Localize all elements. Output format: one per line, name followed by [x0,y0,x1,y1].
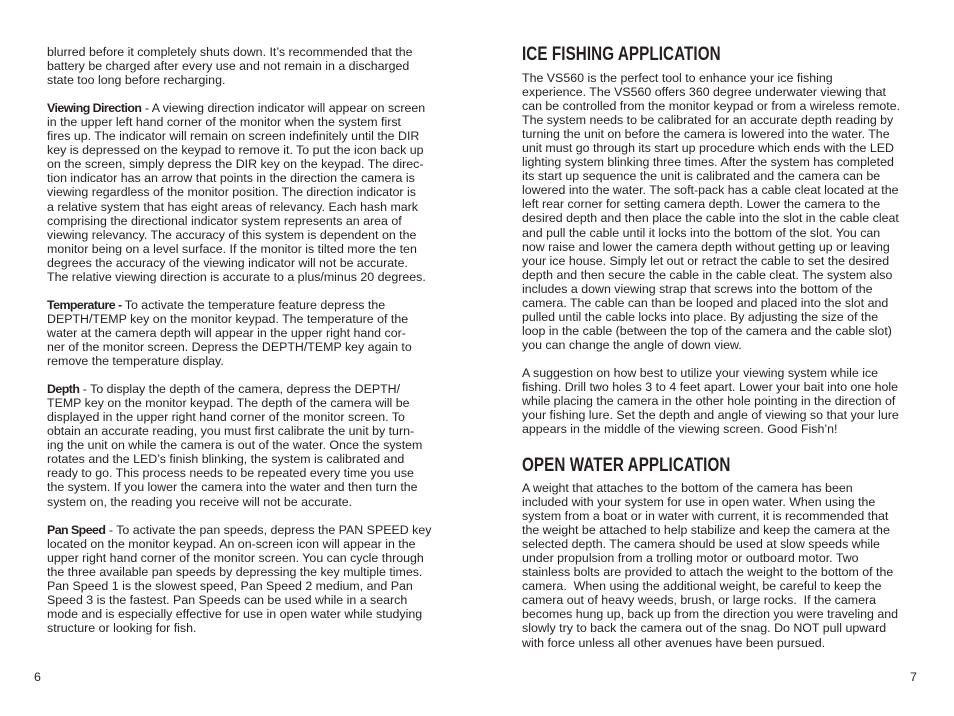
open-water-body [522,481,922,664]
lead-text: - To activate the pan speeds, depress the PAN SPEED key [105,522,432,537]
text-line: system from a boat or in water with current, it is recommended that [522,509,889,524]
text-line: fires up. The indicator will remain on screen indefinitely until the DIR [47,129,420,144]
text-line: the system. If you lower the camera into the water and then turn the [47,480,418,495]
run-in-label: Depth [47,382,80,397]
text-line: lighting system blinking three times. After the system has completed [522,155,894,170]
text-line: DEPTH/TEMP key on the monitor keypad. The temperature of the [47,311,409,326]
text-line: lowered into the water. The soft-pack has a cable cleat located at the [522,183,899,198]
text-line: under propulsion from a trolling motor or outboard motor. Two [522,551,859,566]
text-line: on the screen, simply depress the DIR key on the keypad. The direc- [47,157,424,172]
left-page-column [47,45,439,649]
ice-fishing-suggestion-paragraph [522,366,922,436]
text-line: appears in the middle of the viewing screen. Good Fish’n! [522,422,838,437]
text-line: rotates and the LED’s finish blinking, the system is calibrated and [47,452,405,467]
text-line: camera. When using the additional weight, be careful to keep the [522,579,882,594]
text-line [47,298,439,312]
viewing-direction-paragraph [47,101,439,284]
text-line: remove the temperature display. [47,354,224,369]
text-line: camera out of heavy weeds, brush, or large rocks. If the camera [522,593,876,608]
text-line: experience. The VS560 offers 360 degree underwater viewing that [522,85,886,100]
text-line: unit must go through its start up procedure which ends with the LED [522,141,894,156]
ice-fishing-body [522,71,922,450]
text-line: A suggestion on how best to utilize your viewing system while ice [522,365,879,380]
text-line: state too long before recharging. [47,73,226,88]
text-line: loop in the cable (between the top of the camera and the cable slot) [522,323,892,338]
open-water-heading: OPEN WATER APPLICATION [522,454,731,476]
text-line: Speed 3 is the fastest. Pan Speeds can be used while in a search [47,592,408,607]
text-line: monitor being on a level surface. If the monitor is tilted more the ten [47,241,417,256]
text-line: can be controlled from the monitor keypad or from a wireless remote. [522,99,901,114]
text-line: located on the monitor keypad. An on-screen icon will appear in the [47,536,416,551]
lead-text: To activate the temperature feature depress the [121,297,386,312]
run-in-label: Temperature - [47,297,122,312]
text-line: you can change the angle of down view. [522,337,742,352]
text-line: The relative viewing direction is accurate to a plus/minus 20 degrees. [47,269,426,284]
text-line: key is depressed on the keypad to remove it. To put the icon back up [47,143,424,158]
text-line: structure or looking for fish. [47,620,197,635]
text-line: water at the camera depth will appear in the upper right hand cor- [47,325,406,340]
text-line: comprising the directional indicator system represents an area of [47,213,402,228]
text-line: degrees the accuracy of the viewing indicator will not be accurate. [47,255,408,270]
text-line: battery be charged after every use and not remain in a discharged [47,59,410,74]
ice-fishing-heading: ICE FISHING APPLICATION [522,43,721,65]
text-line: now raise and lower the camera depth without getting up or leaving [522,239,890,254]
text-line: included with your system for use in open water. When using the [522,495,876,510]
pan-speed-paragraph [47,523,439,635]
run-in-label: Viewing Direction [47,101,142,116]
text-line: depth and then secure the cable in the cable cleat. The system also [522,267,893,282]
text-line: A weight that attaches to the bottom of the camera has been [522,481,853,495]
text-line: viewing relevancy. The accuracy of this system is dependent on the [47,227,417,242]
text-line: with force unless all other avenues have been pursued. [522,635,826,650]
text-line: The system needs to be calibrated for an accurate depth reading by [522,113,894,128]
text-line [47,382,439,396]
text-line: becomes hung up, back up from the direction you were traveling and [522,607,899,622]
text-line: system on, the reading you receive will not be accurate. [47,494,353,509]
text-line: in the upper left hand corner of the monitor when the system first [47,115,402,130]
text-line: displayed in the upper right hand corner of the monitor screen. To [47,410,405,425]
text-line: selected depth. The camera should be used at slow speeds while [522,537,880,552]
lead-text: - A viewing direction indicator will appear on screen [141,101,426,116]
text-line: obtain an accurate reading, you must first calibrate the unit by turn- [47,424,415,439]
text-line: a relative system that has eight areas of relevancy. Each hash mark [47,199,418,214]
text-line: The VS560 is the perfect tool to enhance your ice fishing [522,71,833,85]
open-water-paragraph [522,481,922,650]
text-line: Pan Speed 1 is the slowest speed, Pan Speed 2 medium, and Pan [47,578,413,593]
text-line: your ice house. Simply let out or retract the cable to set the desired [522,253,890,268]
paragraph-lines [47,396,439,508]
battery-paragraph [47,45,439,87]
paragraph-lines [47,312,439,368]
text-line: ready to go. This process needs to be repeated every time you use [47,466,414,481]
text-line [47,523,439,537]
text-line: while placing the camera in the other hole pointing in the direction of [522,394,896,409]
page-number-left: 6 [34,670,41,684]
ice-fishing-paragraph [522,71,922,352]
text-line: mode and is especially effective for use in open water while studying [47,606,423,621]
text-line: its start up sequence the unit is calibrated and the camera can be [522,169,881,184]
lead-text: - To display the depth of the camera, depress the DEPTH/ [79,382,401,397]
text-line: desired depth and then place the cable into the slot in the cable cleat [522,211,899,226]
text-line: slowly try to back the camera out of the snag. Do NOT pull upward [522,621,887,636]
text-line: the three available pan speeds by depressing the key multiple times. [47,564,423,579]
text-line: TEMP key on the monitor keypad. The depth of the camera will be [47,396,410,411]
text-line: blurred before it completely shuts down. It’s recommended that the [47,45,413,59]
text-line: ner of the monitor screen. Depress the DEPTH/TEMP key again to [47,339,412,354]
text-line: camera. The cable can than be looped and placed into the slot and [522,295,889,310]
text-line: turning the unit on before the camera is lowered into the water. The [522,127,890,142]
text-line: the weight be attached to help stabilize and keep the camera at the [522,523,890,538]
page-number-right: 7 [910,670,917,684]
text-line: upper right hand corner of the monitor screen. You can cycle through [47,550,424,565]
run-in-label: Pan Speed [47,522,106,537]
paragraph-lines [47,537,439,635]
temperature-paragraph [47,298,439,368]
text-line: tion indicator has an arrow that points in the direction the camera is [47,171,415,186]
text-line: your fishing lure. Set the depth and angle of viewing so that your lure [522,408,899,423]
text-line [47,101,439,115]
text-line: pulled until the cable locks into place. By adjusting the size of the [522,309,879,324]
text-line: and pull the cable until it locks into the bottom of the slot. You can [522,225,881,240]
text-line: stainless bolts are provided to attach the weight to the bottom of the [522,565,894,580]
text-line: viewing regardless of the monitor position. The direction indicator is [47,185,416,200]
text-line: includes a down viewing strap that screws into the bottom of the [522,281,873,296]
depth-paragraph [47,382,439,508]
text-line: fishing. Drill two holes 3 to 4 feet apart. Lower your bait into one hole [522,380,899,395]
text-line: ing the unit on while the camera is out of the water. Once the system [47,438,423,453]
paragraph-lines [47,115,439,284]
text-line: left rear corner for setting camera depth. Lower the camera to the [522,197,881,212]
